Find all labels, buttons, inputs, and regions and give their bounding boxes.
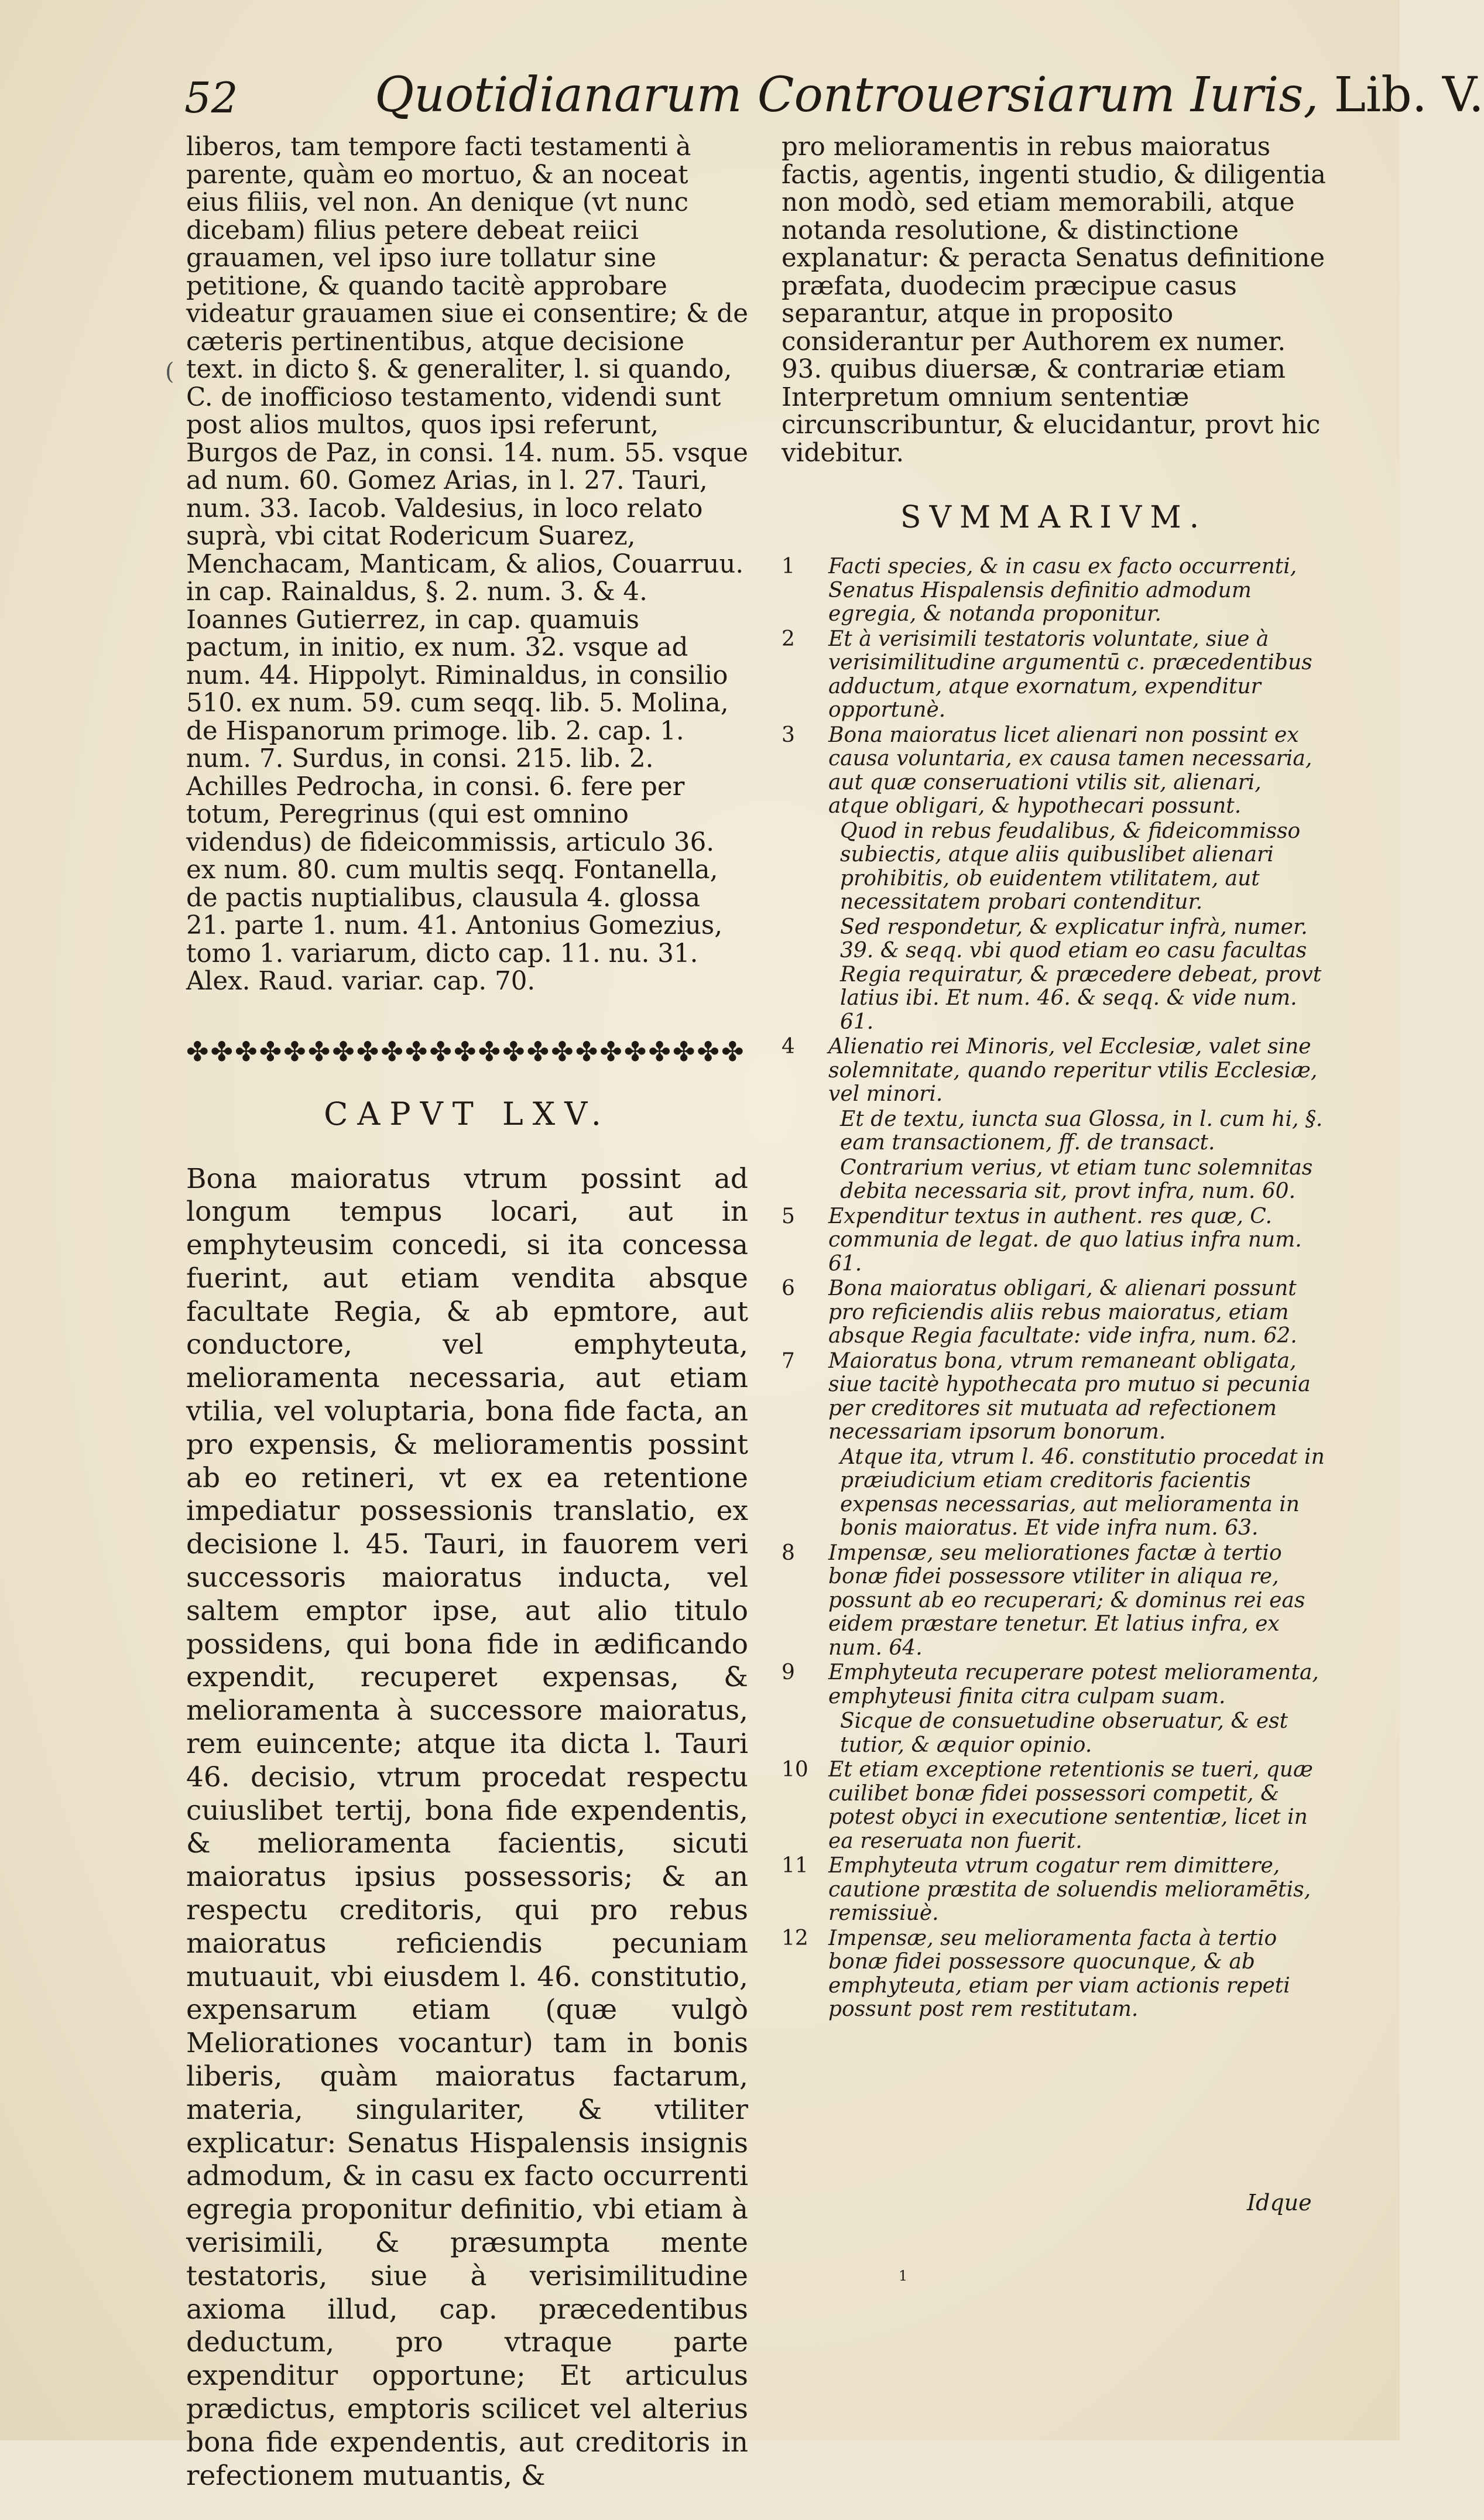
running-title-text: Quotidianarum Controuersiarum Iuris, [375, 67, 1319, 123]
book-number: Lib. V. [1334, 67, 1484, 123]
summarium-item [782, 1758, 1326, 1853]
summarium-item-number: 1 [782, 554, 795, 578]
summarium-item-number [782, 1108, 828, 1155]
summarium-item-text: Bona maioratus obligari, & alienari possunt pro reficiendis aliis rebus maioratus, etiam absque Regia facultate: vide infra, num. 62. [828, 1276, 1297, 1348]
summarium-item-text: Maioratus bona, vtrum remaneant obligata, siue tacitè hypothecata pro mutuo si pecunia per creditores sit mutuata ad refectionem necessariam ipsorum bonorum. [828, 1348, 1311, 1444]
summarium-item [782, 1277, 1326, 1348]
summarium-item-number: 10 [782, 1758, 808, 1782]
summarium-title: SVMMARIVM. [900, 500, 1208, 535]
summarium-item-text: Atque ita, vtrum l. 46. constitutio procedat in præiudicium etiam creditoris facientis expensas necessarias, aut melioramenta in bonis maioratus. Et vide infra num. 63. [840, 1444, 1325, 1540]
summarium-item-number [782, 1446, 828, 1540]
summarium-item-number: 12 [782, 1926, 808, 1950]
chapter-argument: Bona maioratus vtrum possint ad longum tempus locari, aut in emphyteusim concedi, si ita concessa fuerint, aut etiam vendita absque facultate Regia, & ab epmtore, aut conductore, vel emphyteuta, melioramenta necessaria, aut etiam vtilia, vel voluptaria, bona fide facta, an pro expensis, & melioramentis possint ab eo retineri, vt ex ea retentione impediatur possessionis translatio, ex decisione l. 45. Tauri, in fauorem veri successoris maioratus inducta, vel saltem emptor ipse, aut alio titulo possidens, qui bona fide in ædificando expendit, recuperet expensas, & melioramenta à successore maioratus, rem euincente; atque ita dicta l. Tauri 46. decisio, vtrum procedat respectu cuiuslibet tertij, bona fide expendentis, & melioramenta facientis, sicuti maioratus ipsius possessoris; & an respectu creditoris, qui pro rebus maioratus reficiendis pecuniam mutuauit, vbi eiusdem l. 46. constitutio, expensarum etiam (quæ vulgò Meliorationes vocantur) tam in bonis liberis, quàm maioratus factarum, materia, singulariter, & vtiliter explicatur: Senatus Hispalensis insignis admodum, & in casu ex facto occurrenti egregia proponitur definitio, vbi etiam à verisimili, & præsumpta mente testatoris, siue à verisimilitudine axioma illud, cap. præcedentibus deductum, pro vtraque parte expenditur opportune; Et articulus prædictus, emptoris scilicet vel alterius bona fide expendentis, aut creditoris in refectionem mutuantis, & [186, 1162, 748, 2492]
summarium-item-text: Sed respondetur, & explicatur infrà, numer. 39. & seqq. vbi quod etiam eo casu facultas Regia requiratur, & præcedere debeat, provt latius ibi. Et num. 46. & seqq. & vide num. 61. [840, 915, 1322, 1034]
right-continuation-paragraph: pro melioramentis in rebus maioratus factis, agentis, ingenti studio, & diligentia non modò, sed etiam memorabili, atque notanda resolutione, & distinctione explanatur: & peracta Senatus definitione præfata, duodecim præcipue casus separantur, atque in proposito considerantur per Authorem ex numer. 93. quibus diuersæ, & contrariæ etiam Interpretum omnium sententiæ circunscribuntur, & elucidantur, provt hic videbitur. [782, 132, 1326, 468]
summarium-item-number: 9 [782, 1660, 795, 1684]
summarium-item [782, 1108, 1326, 1155]
summarium-item-number [782, 1710, 828, 1757]
summarium-item-text: Facti species, & in casu ex facto occurrenti, Senatus Hispalensis definitio admodum egregia, & notanda proponitur. [828, 554, 1297, 626]
summarium-item [782, 724, 1326, 819]
summarium-item-text: Impensæ, seu melioramenta facta à tertio bonæ fidei possessore quocunque, & ab emphyteuta, etiam per viam actionis repeti possunt post rem restitutam. [828, 1926, 1290, 2021]
left-continuation-paragraph: liberos, tam tempore facti testamenti à parente, quàm eo mortuo, & an noceat eius filiis, vel non. An denique (vt nunc dicebam) filius petere debeat reiici grauamen, vel ipso iure tollatur sine petitione, & quando tacitè approbare videatur grauamen siue ei consentire; & de cæteris pertinentibus, atque decisione text. in dicto §. & generaliter, l. si quando, C. de inofficioso testamento, videndi sunt post alios multos, quos ipsi referunt, Burgos de Paz, in consi. 14. num. 55. vsque ad num. 60. Gomez Arias, in l. 27. Tauri, num. 33. Iacob. Valdesius, in loco relato suprà, vbi citat Rodericum Suarez, Menchacam, Manticam, & alios, Couarruu. in cap. Rainaldus, §. 2. num. 3. & 4. Ioannes Gutierrez, in cap. quamuis pactum, in initio, ex num. 32. vsque ad num. 44. Hippolyt. Riminaldus, in consilio 510. ex num. 59. cum seqq. lib. 5. Molina, de Hispanorum primoge. lib. 2. cap. 1. num. 7. Surdus, in consi. 215. lib. 2. Achilles Pedrocha, in consi. 6. fere per totum, Peregrinus (qui est omnino videndus) de fideicommissis, articulo 36. ex num. 80. cum multis seqq. Fontanella, de pactis nuptialibus, clausula 4. glossa 21. parte 1. num. 41. Antonius Gomezius, tomo 1. variarum, dicto cap. 11. nu. 31. Alex. Raud. variar. cap. 70. [186, 132, 748, 996]
summarium-item [782, 1710, 1326, 1757]
summarium-list [782, 555, 1326, 2022]
margin-mark: ( [165, 358, 174, 385]
summarium-item-text: Contrarium verius, vt etiam tunc solemnitas debita necessaria sit, provt infra, num. 60. [840, 1155, 1313, 1203]
summarium-item [782, 1854, 1326, 1926]
left-column [186, 133, 748, 2520]
summarium-item-number [782, 820, 828, 915]
summarium-item-text: Emphyteuta vtrum cogatur rem dimittere, cautione præstita de soluendis melioramētis, remissiuè. [828, 1854, 1311, 1925]
summarium-item-number: 4 [782, 1035, 795, 1059]
summarium-item-text: Et etiam exceptione retentionis se tueri, quæ cuilibet bonæ fidei possessori competit, & potest obyci in executione sententiæ, licet in ea reseruata non fuerit. [828, 1758, 1313, 1853]
summarium-item-number: 6 [782, 1276, 795, 1300]
summarium-item-number: 11 [782, 1854, 808, 1878]
summarium-item-text: Alienatio rei Minoris, vel Ecclesiæ, valet sine solemnitate, quando reperitur vtilis Ecclesiæ, vel minori. [828, 1035, 1318, 1106]
summarium-item [782, 820, 1326, 915]
summarium-item [782, 628, 1326, 723]
catchword: Idque [1247, 2190, 1312, 2216]
signature-mark: 1 [899, 2268, 908, 2284]
ornament-divider: ✤✤✤✤✤✤✤✤✤✤✤✤✤✤✤✤✤✤✤✤✤✤✤ [186, 1035, 746, 1067]
summarium-item-text: Et de textu, iuncta sua Glossa, in l. cum hi, §. eam transactionem, ff. de transact. [840, 1107, 1323, 1155]
right-column [782, 133, 1326, 2023]
summarium-item [782, 1927, 1326, 2022]
summarium-item-number [782, 916, 828, 1035]
summarium-item-text: Et à verisimili testatoris voluntate, siue à verisimilitudine argumentū c. præcedentibus adductum, atque exornatum, expenditur opportunè. [828, 626, 1312, 722]
summarium-item [782, 1446, 1326, 1540]
summarium-item [782, 555, 1326, 626]
summarium-item [782, 1035, 1326, 1107]
summarium-item-text: Sicque de consuetudine obseruatur, & est tutior, & æquior opinio. [840, 1709, 1288, 1757]
summarium-item-text: Bona maioratus licet alienari non possint ex causa voluntaria, ex causa tamen necessaria, aut quæ conseruationi vtilis sit, alienari, atque obligari, & hypothecari possunt. [828, 723, 1312, 818]
summarium-item [782, 1205, 1326, 1276]
page-header [176, 67, 1484, 132]
summarium-item [782, 1542, 1326, 1660]
summarium-item [782, 916, 1326, 1035]
chapter-title: CAPVT LXV. [324, 1095, 611, 1132]
summarium-item [782, 1661, 1326, 1708]
summarium-item [782, 1156, 1326, 1204]
running-title [375, 67, 1484, 123]
summarium-item-number [782, 1156, 828, 1204]
summarium-item-text: Expenditur textus in authent. res quæ, C. communia de legat. de quo latius infra num. 61. [828, 1204, 1302, 1276]
summarium-item-number: 8 [782, 1540, 795, 1565]
summarium-item-number: 2 [782, 626, 795, 651]
summarium-item-number: 3 [782, 723, 795, 747]
summarium-item-text: Quod in rebus feudalibus, & fideicommisso subiectis, atque aliis quibuslibet alienari prohibitis, ob euidentem vtilitatem, aut necessitatem probari contenditur. [840, 819, 1301, 914]
summarium-item-text: Impensæ, seu meliorationes factæ à tertio bonæ fidei possessore vtiliter in aliqua re, possunt ab eo recuperari; & dominus rei eas eidem præstare tenetur. Et latius infra, ex num. 64. [828, 1540, 1305, 1660]
summarium-item-number: 7 [782, 1348, 795, 1373]
summarium-item [782, 1350, 1326, 1444]
summarium-item-number: 5 [782, 1204, 795, 1228]
page-number: 52 [184, 73, 238, 122]
summarium-item-text: Emphyteuta recuperare potest melioramenta, emphyteusi finita citra culpam suam. [828, 1660, 1319, 1708]
